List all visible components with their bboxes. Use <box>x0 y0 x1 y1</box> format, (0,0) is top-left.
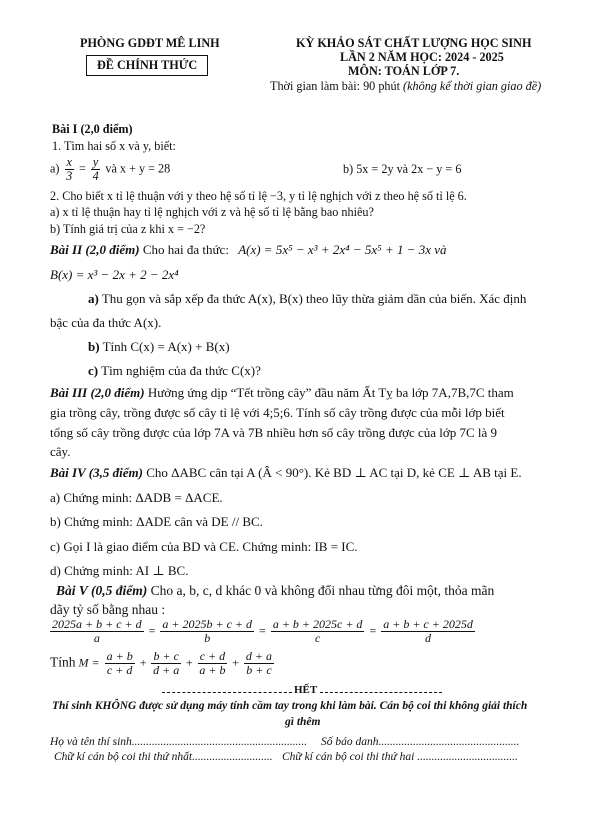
section-2-qa-cont: bậc của đa thức A(x). <box>50 315 162 330</box>
section-1-q1b: b) 5x = 2y và 2x − y = 6 <box>343 162 462 176</box>
section-3-line-3: tổng số cây trồng được của lớp 7A và 7B nhiều hơn số cây trồng được của lớp 7C là 9 <box>50 425 498 440</box>
end-marker: HẾT <box>294 684 318 696</box>
section-2-qb: b) Tính C(x) = A(x) + B(x) <box>88 339 230 354</box>
proctor-2-signature-line: Chữ kí cán bộ coi thi thứ hai ................................... <box>282 751 518 763</box>
candidate-number-line: Số báo danh................................................. <box>321 736 520 748</box>
ratio-chain: $\frac{2025a + b + c + d}{a}$ = $\frac{a + 2025b + c + d}{b}$ = $\frac{a + b + 2025c + d}{c}$ = $\frac{a + b + c + 2025d}{d}$ <box>52 617 473 645</box>
section-1-q2b: b) Tính giá trị của z khi x = −2? <box>50 222 206 236</box>
department-name: PHÒNG GDĐT MÊ LINH <box>80 36 220 50</box>
section-4-qa: a) Chứng minh: ΔADB = ΔACE. <box>50 490 223 505</box>
exam-round: LẦN 2 NĂM HỌC: 2024 - 2025 <box>340 50 504 64</box>
section-1-heading: Bài I (2,0 điểm) <box>52 122 133 136</box>
section-1-q1a: a) $\frac{x}{3}$ = $\frac{y}{4}$ và x + y = 28 <box>50 155 171 183</box>
section-3-line-2: gia trồng cây, trồng được số cây tỉ lệ với 4;5;6. Tính số cây trồng được của mỗi lớp biết <box>50 405 505 420</box>
section-1-q2a: a) x tỉ lệ thuận hay tỉ lệ nghịch với z và hệ số tỉ lệ bằng bao nhiêu? <box>50 205 374 219</box>
section-1-q2: 2. Cho biết x tỉ lệ thuận với y theo hệ số tỉ lệ −3, y tỉ lệ nghịch với z theo hệ số tỉ lệ 6. <box>50 189 467 203</box>
section-3-line-1: Bài III (2,0 điểm) Hưởng ứng dịp “Tết trồng cây” đầu năm Ất Tỵ ba lớp 7A,7B,7C tham <box>50 385 514 400</box>
section-4-qb: b) Chứng minh: ΔADE cân và DE // BC. <box>50 514 263 529</box>
section-5-line-2: dãy tỷ số bằng nhau : <box>50 602 166 617</box>
section-5-line-1: Bài V (0,5 điểm) Cho a, b, c, d khác 0 và không đổi nhau từng đôi một, thỏa mãn <box>56 583 495 598</box>
footer-note: Thí sinh KHÔNG được sử dụng máy tính cầm tay trong khi làm bài. Cán bộ coi thi không giải thích <box>52 700 528 712</box>
footer-note-cont: gì thêm <box>285 716 321 728</box>
section-2-qa: a) Thu gọn và sắp xếp đa thức A(x), B(x) theo lũy thừa giảm dần của biến. Xác định <box>88 291 527 306</box>
section-1-q1: 1. Tìm hai số x và y, biết: <box>52 139 176 153</box>
end-rule-right <box>320 692 442 693</box>
section-4-intro: Bài IV (3,5 điểm) Cho ΔABC cân tại A (Â < 90°). Kẻ BD ⊥ AC tại D, kẻ CE ⊥ AB tại E. <box>50 465 522 480</box>
candidate-name-line: Họ và tên thí sinh............................................................. <box>50 736 308 748</box>
official-badge: ĐỀ CHÍNH THỨC <box>86 55 208 76</box>
m-expression: Tính M = $\frac{a + b}{c + d}$ + $\frac{b + c}{d + a}$ + $\frac{c + d}{a + b}$ + $\frac{d + a}{b + c}$ <box>50 649 273 677</box>
section-4-qc: c) Gọi I là giao điểm của BD và CE. Chứng minh: IB = IC. <box>50 539 358 554</box>
end-rule-left <box>162 692 292 693</box>
section-4-qd: d) Chứng minh: AI ⊥ BC. <box>50 563 189 578</box>
section-3-line-4: cây. <box>50 444 71 459</box>
proctor-1-signature-line: Chữ kí cán bộ coi thi thứ nhất............................ <box>54 751 273 763</box>
section-2-intro: Bài II (2,0 điểm) Cho hai đa thức: A(x) = 5x⁵ − x³ + 2x⁴ − 5x⁵ + 1 − 3x và <box>50 242 447 257</box>
exam-title: KỲ KHẢO SÁT CHẤT LƯỢNG HỌC SINH <box>296 36 532 50</box>
exam-subject: MÔN: TOÁN LỚP 7. <box>348 64 460 78</box>
exam-time: Thời gian làm bài: 90 phút (không kể thời gian giao đề) <box>270 79 542 93</box>
section-2-qc: c) Tìm nghiệm của đa thức C(x)? <box>88 363 261 378</box>
polynomial-b: B(x) = x³ − 2x + 2 − 2x⁴ <box>50 267 179 282</box>
